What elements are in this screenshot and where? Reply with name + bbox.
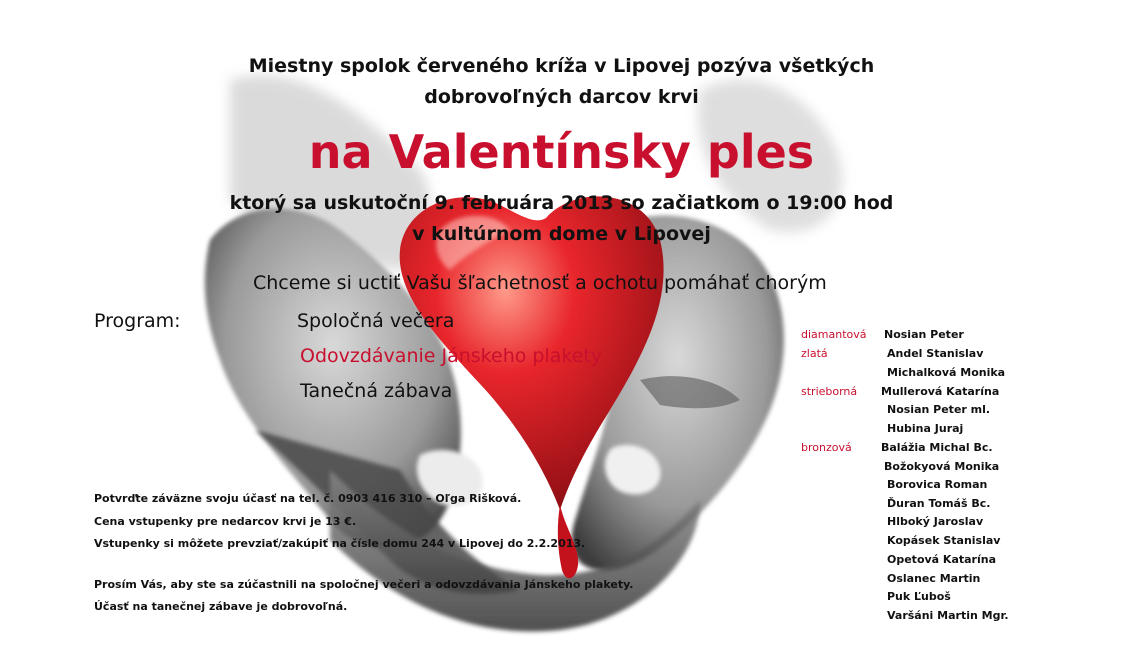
program-item-dinner: Spoločná večera: [297, 310, 455, 332]
program-label: Program:: [94, 310, 181, 332]
award-category-silver: strieborná: [801, 385, 858, 398]
award-name: Borovica Roman: [887, 478, 988, 491]
award-name: Mullerová Katarína: [881, 385, 1000, 398]
award-name: Kopásek Stanislav: [887, 534, 1001, 547]
award-name: Balážia Michal Bc.: [881, 441, 993, 454]
award-category-bronze: bronzová: [801, 441, 852, 454]
award-name: Hubina Juraj: [887, 422, 964, 435]
award-name: Opetová Katarína: [887, 553, 997, 566]
award-name: Ďuran Tomáš Bc.: [887, 497, 991, 510]
award-name: Oslanec Martin: [887, 572, 981, 585]
event-date: ktorý sa uskutoční 9. februára 2013 so začiatkom o 19:00 hod: [229, 192, 894, 214]
award-category-gold: zlatá: [801, 347, 828, 360]
invitation-line-2: dobrovoľných darcov krvi: [424, 86, 699, 108]
award-name: Michalková Monika: [887, 366, 1006, 379]
tagline: Chceme si uctiť Vašu šľachetnosť a ochotu pomáhať chorým: [253, 272, 827, 294]
event-venue: v kultúrnom dome v Lipovej: [412, 223, 711, 245]
event-title: na Valentínsky ples: [308, 125, 815, 179]
award-name: Varšáni Martin Mgr.: [887, 609, 1009, 622]
award-name: Andel Stanislav: [887, 347, 984, 360]
award-name: Nosian Peter: [884, 328, 964, 341]
award-name: Hlboký Jaroslav: [887, 515, 984, 528]
info-line-price: Cena vstupenky pre nedarcov krvi je 13 €.: [94, 515, 357, 528]
program-item-award: Odovzdávanie Jánskeho plakety: [300, 345, 603, 367]
info-line-request: Prosím Vás, aby ste sa zúčastnili na spoločnej večeri a odovzdávania Jánskeho plakety.: [94, 578, 634, 591]
info-line-tickets: Vstupenky si môžete prevziať/zakúpiť na čísle domu 244 v Lipovej do 2.2.2013.: [94, 537, 586, 550]
award-name: Nosian Peter ml.: [887, 403, 991, 416]
invitation-line-1: Miestny spolok červeného kríža v Lipovej pozýva všetkých: [248, 55, 875, 77]
info-line-confirm: Potvrďte záväzne svoju účasť na tel. č. 0903 416 310 – Oľga Rišková.: [94, 492, 522, 505]
award-category-diamond: diamantová: [801, 328, 867, 341]
info-line-dance: Účasť na tanečnej zábave je dobrovoľná.: [94, 600, 348, 613]
award-name: Božokyová Monika: [884, 460, 1000, 473]
program-item-dance: Tanečná zábava: [300, 380, 453, 402]
award-name: Puk Ľuboš: [887, 590, 951, 603]
